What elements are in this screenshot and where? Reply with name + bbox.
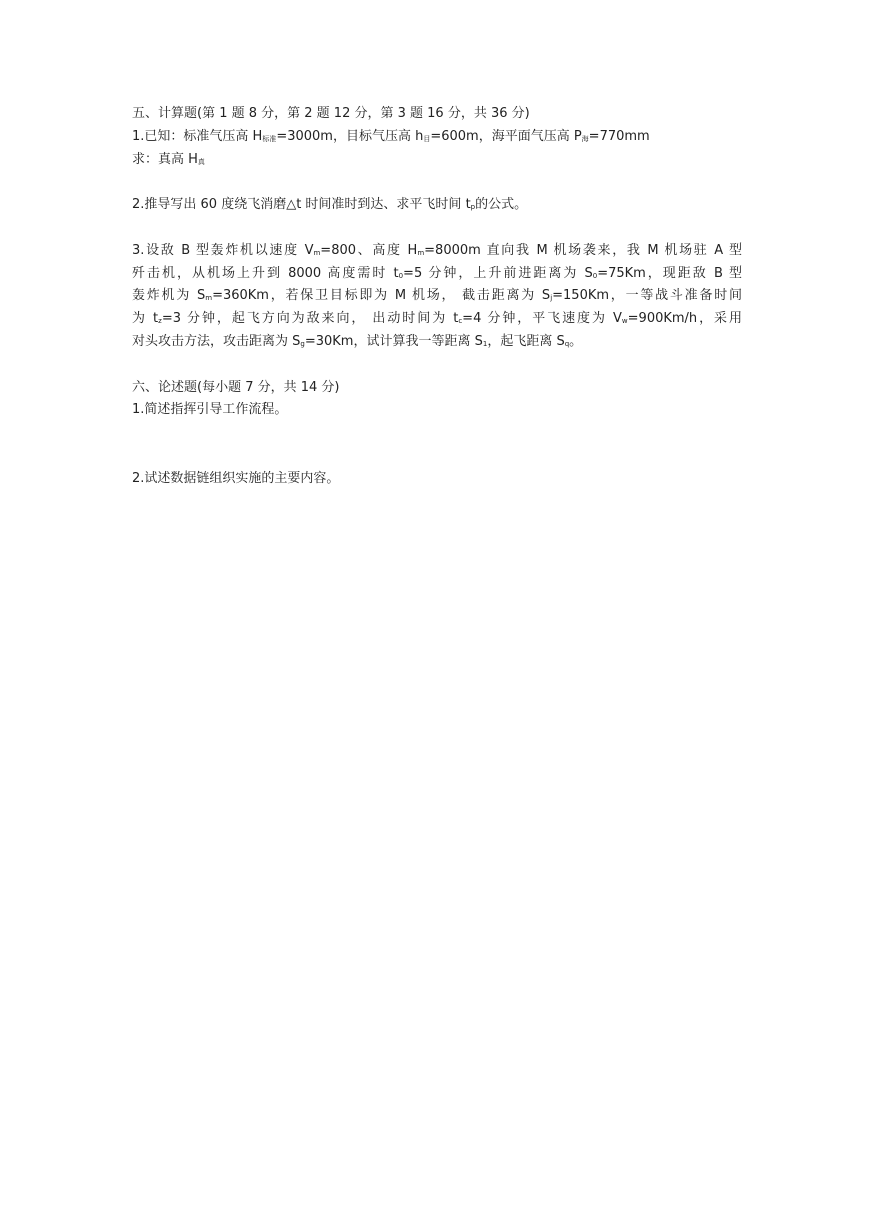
- document-body: [132, 103, 742, 491]
- spacer: [132, 171, 742, 194]
- spacer: [132, 217, 742, 240]
- spacer: [132, 354, 742, 377]
- question-5-3-line: 为 $t_z=3$ 分钟，起飞方向为敌来向， 出动时间为 $t_c=4$ 分钟，平飞速度为 $V_w=900Km/h$，采用: [132, 311, 742, 327]
- question-6-1: 1.简述指挥引导工作流程。: [132, 402, 288, 418]
- spacer: [132, 422, 742, 468]
- question-5-1-given: 1.已知：标准气压高 $H_{标准}=3000m$，目标气压高 $h_目=600m$，海平面气压高 $P_海=770mm$: [132, 128, 650, 144]
- question-5-3-line: 轰炸机为 $S_m=360Km$，若保卫目标即为 M 机场， 截击距离为 $S_j=150Km$，一等战斗准备时间: [132, 288, 742, 304]
- question-5-3-line: 3.设敌 B 型轰炸机以速度 $V_m=800$、高度 $H_m=8000m$ 直向我 M 机场袭来，我 M 机场驻 A 型: [132, 242, 742, 258]
- question-5-3-line: 对头攻击方法，攻击距离为 $S_g=30Km$，试计算我一等距离 $S_1$，起飞距离 $S_q$。: [132, 333, 583, 349]
- section-5-heading: 五、计算题(第 1 题 8 分，第 2 题 12 分，第 3 题 16 分，共 36 分): [132, 106, 530, 121]
- question-5-1-ask: 求：真高 $H_真$: [132, 151, 205, 167]
- question-5-2: 2.推导写出 60 度绕飞消磨△t 时间准时到达、求平飞时间 $t_p$的公式。: [132, 197, 528, 213]
- question-6-2: 2.试述数据链组织实施的主要内容。: [132, 470, 340, 486]
- question-5-3-line: 歼击机，从机场上升到 8000 高度需时 $t_0=5$ 分钟，上升前进距离为 $S_0=75Km$，现距敌 B 型: [132, 265, 742, 281]
- section-6-heading: 六、论述题(每小题 7 分，共 14 分): [132, 379, 340, 395]
- question-5-3: [132, 240, 742, 354]
